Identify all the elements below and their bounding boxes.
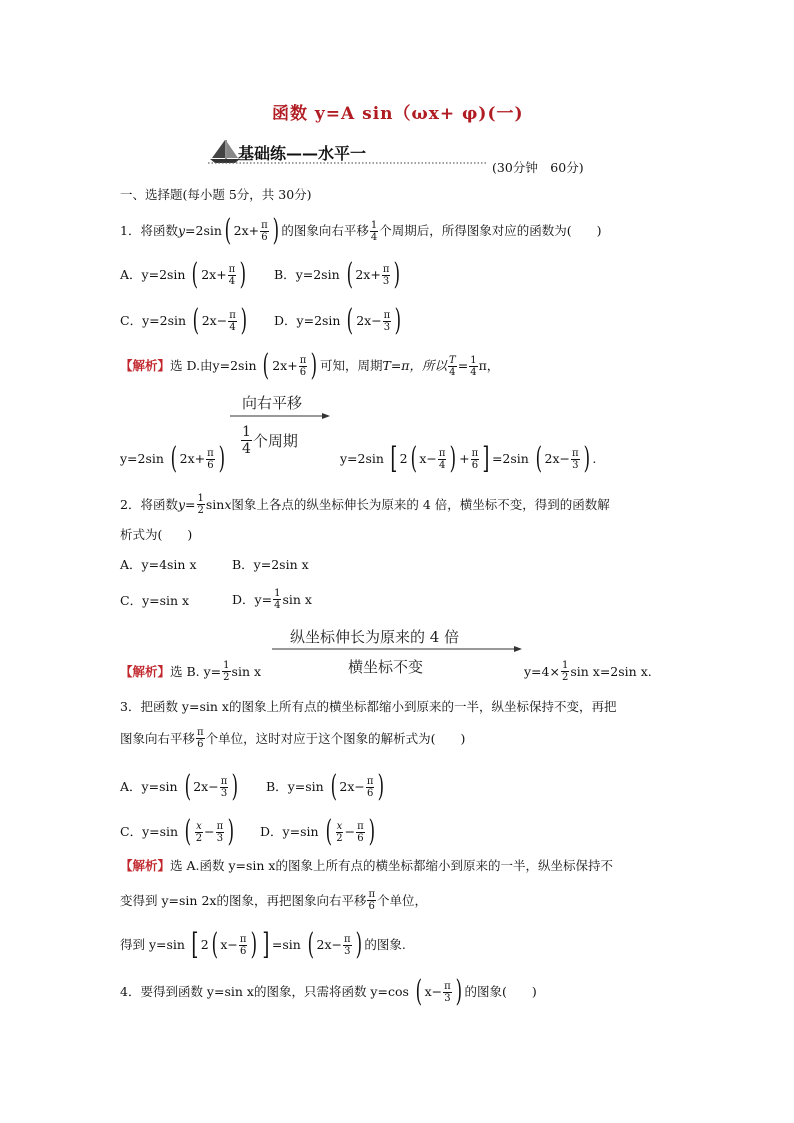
question-1-option-a[interactable]: A． y=2sin ( 2x+ $\frac{\pi}{4}$ ) [120, 257, 247, 292]
time-score: (30分钟 60分) [492, 160, 584, 175]
q1-arrow-bottom-label: $\frac{1}{4}$ 个周期 [242, 424, 298, 457]
q1-transform-left: y=2sin ( 2x+ $\frac{\pi}{6}$ ) [120, 441, 225, 476]
question-1-analysis: 【解析】 选 D.由 y=2sin ( 2x+ $\frac{\pi}{6}$ ) 可知，周期 T=π，所以 $\frac{T}{4}$ = $\frac{1}{4}$ π， [120, 348, 500, 383]
right-arrow-icon [272, 645, 522, 653]
question-2-stem-cont: 析式为( ) [120, 527, 193, 542]
section-header [200, 138, 490, 166]
section-heading: 基础练——水平一 [238, 144, 367, 163]
question-3-option-a[interactable]: A． y=sin ( 2x− $\frac{\pi}{3}$ ) [120, 769, 239, 804]
question-3-stem: 3．把函数 y=sin x的图象上所有点的横坐标都缩小到原来的一半，纵坐标保持不变，再把 [120, 699, 617, 714]
question-2-option-c[interactable]: C．y=sin x [120, 593, 190, 608]
part-heading: 一、选择题(每小题 5分，共 30分) [120, 187, 312, 202]
question-1-stem: 1．将函数 y =2sin ( 2x+ $\frac{\pi}{6}$ ) 的图象向右平移 $\frac{1}{4}$ 个周期后，所得图象对应的函数为( ) [120, 213, 602, 248]
question-2-option-d[interactable]: D．y= $\frac{1}{4}$ sin x [232, 588, 312, 611]
question-2-option-b[interactable]: B．y=2sin x [232, 557, 309, 572]
question-2-stem: 2．将函数 y= $\frac{1}{2}$ sin x 图象上各点的纵坐标伸长为原来的 4 倍，横坐标不变，得到的函数解 [120, 493, 610, 516]
right-arrow-icon [230, 412, 330, 420]
question-3-analysis-result: 得到 y=sin [ 2 ( x− $\frac{\pi}{6}$ ) ] =sin ( 2x− $\frac{\pi}{3}$ ) 的图象. [120, 927, 406, 962]
question-3-option-d[interactable]: D． y=sin ( $\frac{x}{2}$ − $\frac{\pi}{6}$ ) [260, 814, 375, 849]
question-2-result: y=4× $\frac{1}{2}$ sin x=2sin x. [524, 660, 652, 683]
question-3-analysis-cont: 变得到 y=sin 2x的图象，再把图象向右平移 $\frac{\pi}{6}$ 个单位， [120, 889, 428, 912]
question-4-stem: 4．要得到函数 y=sin x的图象，只需将函数 y=cos ( x− $\frac{\pi}{3}$ ) 的图象( ) [120, 974, 537, 1009]
question-1-option-c[interactable]: C． y=2sin ( 2x− $\frac{\pi}{4}$ ) [120, 303, 247, 338]
question-1-option-b[interactable]: B． y=2sin ( 2x+ $\frac{\pi}{3}$ ) [274, 257, 401, 292]
question-2-analysis: 【解析】 选 B. y= $\frac{1}{2}$ sin x [120, 660, 262, 683]
question-3-analysis: 【解析】选 A.函数 y=sin x的图象上所有点的横坐标都缩小到原来的一半，纵坐标保持不 [120, 858, 613, 873]
sailboat-icon [208, 138, 242, 164]
dotted-rule [208, 162, 488, 166]
q1-transform-right: y=2sin [ 2 ( x− $\frac{\pi}{4}$ ) + $\frac{\pi}{6}$ ] =2sin ( 2x− $\frac{\pi}{3}$ ) . [340, 441, 597, 476]
q2-arrow-bottom-label: 横坐标不变 [348, 658, 424, 676]
question-3-stem-cont: 图象向右平移 $\frac{\pi}{6}$ 个单位，这时对应于这个图象的解析式为( ) [120, 727, 466, 750]
question-1-option-d[interactable]: D． y=2sin ( 2x− $\frac{\pi}{3}$ ) [274, 303, 402, 338]
question-3-option-b[interactable]: B． y=sin ( 2x− $\frac{\pi}{6}$ ) [266, 769, 385, 804]
page-title: 函数 y=A sin（ωx+ φ)(一) [272, 104, 524, 124]
question-2-option-a[interactable]: A．y=4sin x [120, 557, 197, 572]
q1-arrow-top-label: 向右平移 [242, 394, 303, 412]
question-3-option-c[interactable]: C． y=sin ( $\frac{x}{2}$ − $\frac{\pi}{3}$ ) [120, 814, 235, 849]
q2-arrow-top-label: 纵坐标伸长为原来的 4 倍 [290, 628, 460, 646]
